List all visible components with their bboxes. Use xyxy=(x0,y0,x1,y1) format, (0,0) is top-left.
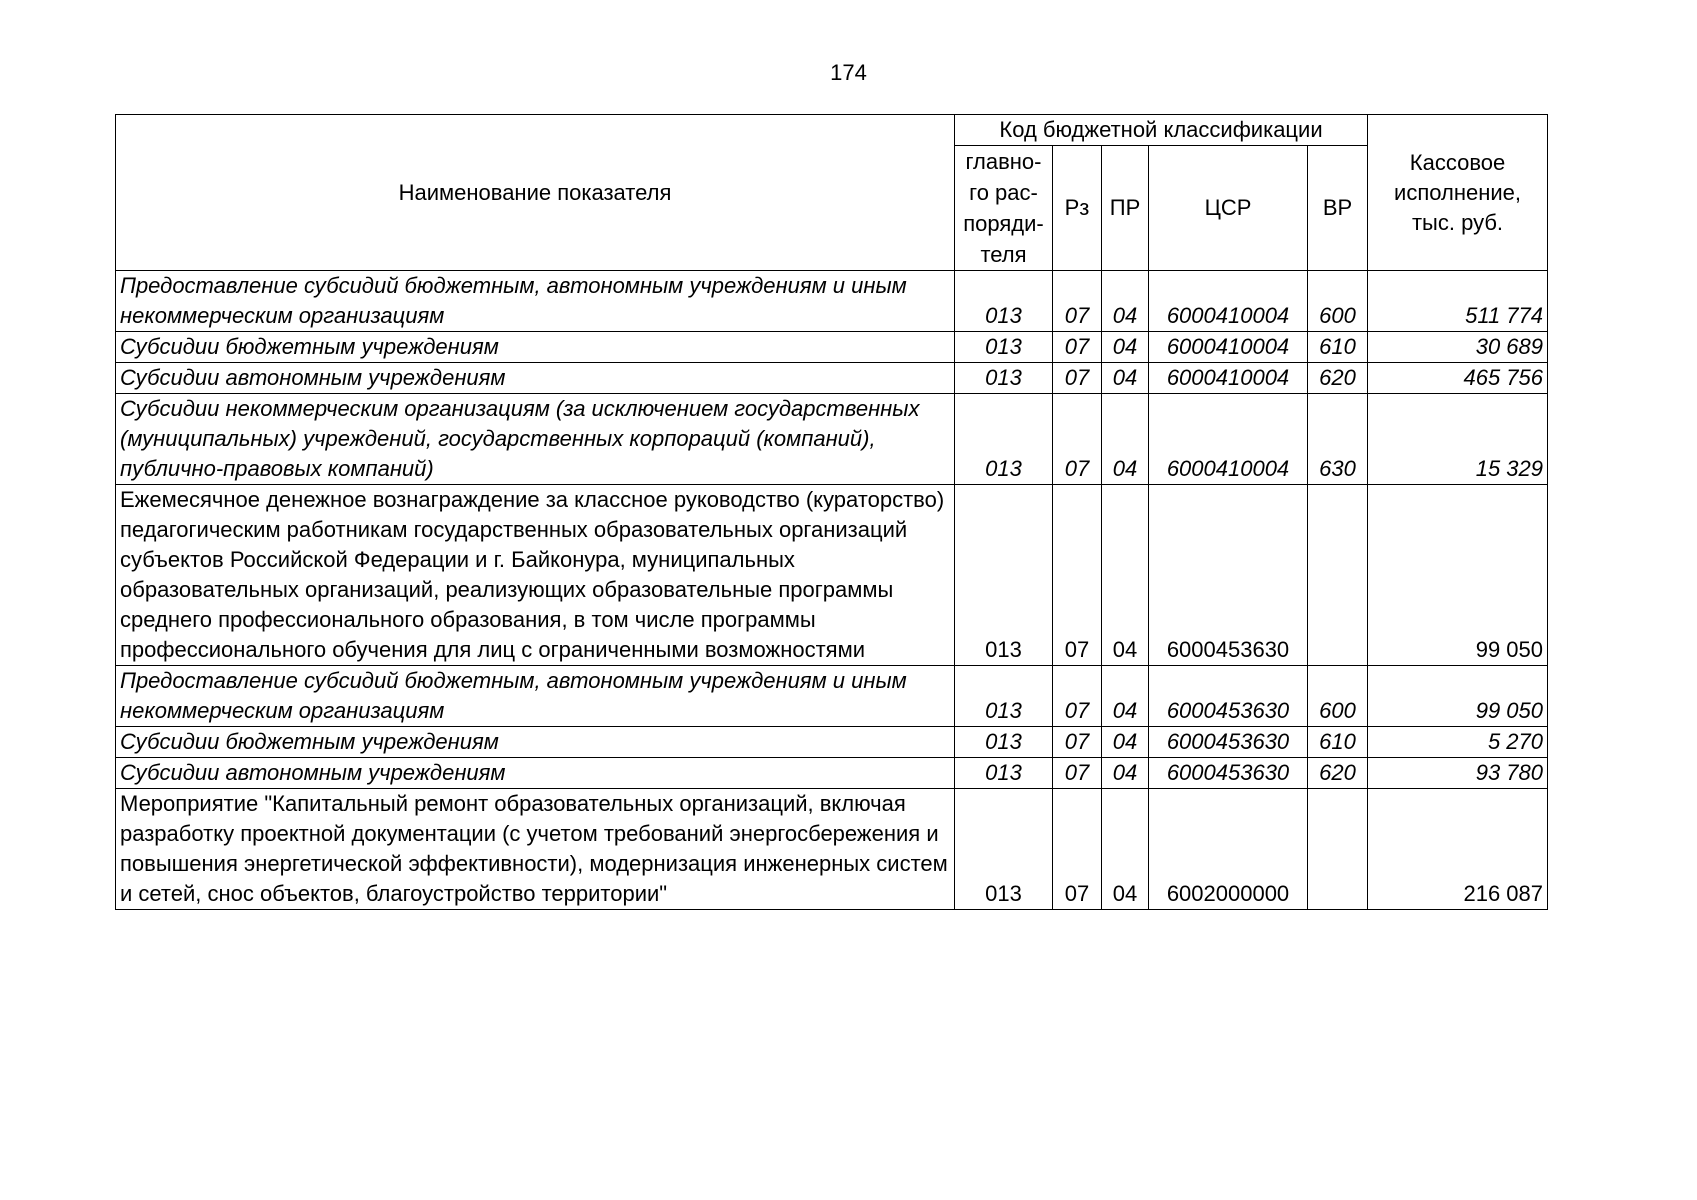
row-pr: 04 xyxy=(1102,666,1149,727)
row-rz: 07 xyxy=(1053,666,1102,727)
header-grbs-line: теля xyxy=(980,242,1027,267)
header-vr: ВР xyxy=(1308,146,1368,271)
table-row xyxy=(116,485,1548,666)
table-row xyxy=(116,363,1548,394)
row-name: Предоставление субсидий бюджетным, автономным учреждениям и иным некоммерческим организациям xyxy=(116,666,955,727)
row-name: Субсидии бюджетным учреждениям xyxy=(116,727,955,758)
row-name: Субсидии некоммерческим организациям (за исключением государственных (муниципальных) учреждений, государственных корпораций (компаний), публично-правовых компаний) xyxy=(116,394,955,485)
row-csr: 6002000000 xyxy=(1149,789,1308,910)
header-grbs-line: главно- xyxy=(965,149,1042,174)
header-grbs-line: поряди- xyxy=(963,211,1044,236)
header-rz: Рз xyxy=(1053,146,1102,271)
row-amount: 216 087 xyxy=(1368,789,1548,910)
row-pr: 04 xyxy=(1102,789,1149,910)
row-grbs: 013 xyxy=(955,666,1053,727)
row-name: Ежемесячное денежное вознаграждение за классное руководство (кураторство) педагогическим работникам государственных образовательных организаций субъектов Российской Федерации и г. Байконура, муниципальных образовательных организаций, реализующих образовательные программы среднего профессионального образования, в том числе программы профессионального обучения для лиц с ограниченными возможностями xyxy=(116,485,955,666)
table-row xyxy=(116,727,1548,758)
row-amount: 511 774 xyxy=(1368,271,1548,332)
header-amount-line: тыс. руб. xyxy=(1411,209,1504,235)
row-vr: 620 xyxy=(1308,363,1368,394)
row-csr: 6000453630 xyxy=(1149,666,1308,727)
header-amount-line: исполнение, xyxy=(1394,179,1521,205)
row-rz: 07 xyxy=(1053,271,1102,332)
header-amount xyxy=(1368,115,1548,271)
row-vr xyxy=(1308,485,1368,666)
row-amount: 99 050 xyxy=(1368,485,1548,666)
row-amount: 99 050 xyxy=(1368,666,1548,727)
row-vr xyxy=(1308,789,1368,910)
row-rz: 07 xyxy=(1053,727,1102,758)
row-grbs: 013 xyxy=(955,758,1053,789)
table-row xyxy=(116,271,1548,332)
row-pr: 04 xyxy=(1102,727,1149,758)
row-amount: 5 270 xyxy=(1368,727,1548,758)
row-vr: 600 xyxy=(1308,666,1368,727)
row-amount: 30 689 xyxy=(1368,332,1548,363)
row-csr: 6000410004 xyxy=(1149,332,1308,363)
row-amount: 465 756 xyxy=(1368,363,1548,394)
row-name: Субсидии бюджетным учреждениям xyxy=(116,332,955,363)
row-grbs: 013 xyxy=(955,789,1053,910)
header-name: Наименование показателя xyxy=(116,115,955,271)
header-csr: ЦСР xyxy=(1149,146,1308,271)
header-grbs-line: го рас- xyxy=(969,180,1038,205)
row-amount: 93 780 xyxy=(1368,758,1548,789)
row-pr: 04 xyxy=(1102,485,1149,666)
row-rz: 07 xyxy=(1053,789,1102,910)
row-pr: 04 xyxy=(1102,363,1149,394)
row-grbs: 013 xyxy=(955,727,1053,758)
row-pr: 04 xyxy=(1102,394,1149,485)
row-pr: 04 xyxy=(1102,758,1149,789)
row-vr: 620 xyxy=(1308,758,1368,789)
row-grbs: 013 xyxy=(955,332,1053,363)
row-csr: 6000453630 xyxy=(1149,727,1308,758)
row-vr: 610 xyxy=(1308,332,1368,363)
row-rz: 07 xyxy=(1053,758,1102,789)
row-csr: 6000410004 xyxy=(1149,271,1308,332)
row-csr: 6000410004 xyxy=(1149,394,1308,485)
row-vr: 610 xyxy=(1308,727,1368,758)
row-pr: 04 xyxy=(1102,332,1149,363)
row-pr: 04 xyxy=(1102,271,1149,332)
header-pr: ПР xyxy=(1102,146,1149,271)
row-csr: 6000453630 xyxy=(1149,485,1308,666)
row-name: Предоставление субсидий бюджетным, автономным учреждениям и иным некоммерческим организациям xyxy=(116,271,955,332)
row-csr: 6000453630 xyxy=(1149,758,1308,789)
row-name: Субсидии автономным учреждениям xyxy=(116,363,955,394)
table-row xyxy=(116,394,1548,485)
row-grbs: 013 xyxy=(955,485,1053,666)
row-vr: 600 xyxy=(1308,271,1368,332)
row-vr: 630 xyxy=(1308,394,1368,485)
row-name: Субсидии автономным учреждениям xyxy=(116,758,955,789)
table-header xyxy=(116,115,1548,271)
header-grbs xyxy=(955,146,1053,271)
table-row xyxy=(116,666,1548,727)
header-amount-line: Кассовое xyxy=(1409,149,1506,175)
table-row xyxy=(116,758,1548,789)
budget-table xyxy=(115,114,1548,910)
row-grbs: 013 xyxy=(955,363,1053,394)
row-rz: 07 xyxy=(1053,363,1102,394)
row-csr: 6000410004 xyxy=(1149,363,1308,394)
page-number: 174 xyxy=(830,60,867,85)
table-row xyxy=(116,789,1548,910)
row-rz: 07 xyxy=(1053,485,1102,666)
row-amount: 15 329 xyxy=(1368,394,1548,485)
table-body xyxy=(116,271,1548,910)
row-grbs: 013 xyxy=(955,394,1053,485)
header-kbk: Код бюджетной классификации xyxy=(955,115,1368,146)
row-name: Мероприятие "Капитальный ремонт образовательных организаций, включая разработку проектной документации (с учетом требований энергосбережения и повышения энергетической эффективности), модернизация инженерных систем и сетей, снос объектов, благоустройство территории" xyxy=(116,789,955,910)
row-rz: 07 xyxy=(1053,332,1102,363)
row-grbs: 013 xyxy=(955,271,1053,332)
row-rz: 07 xyxy=(1053,394,1102,485)
table-row xyxy=(116,332,1548,363)
